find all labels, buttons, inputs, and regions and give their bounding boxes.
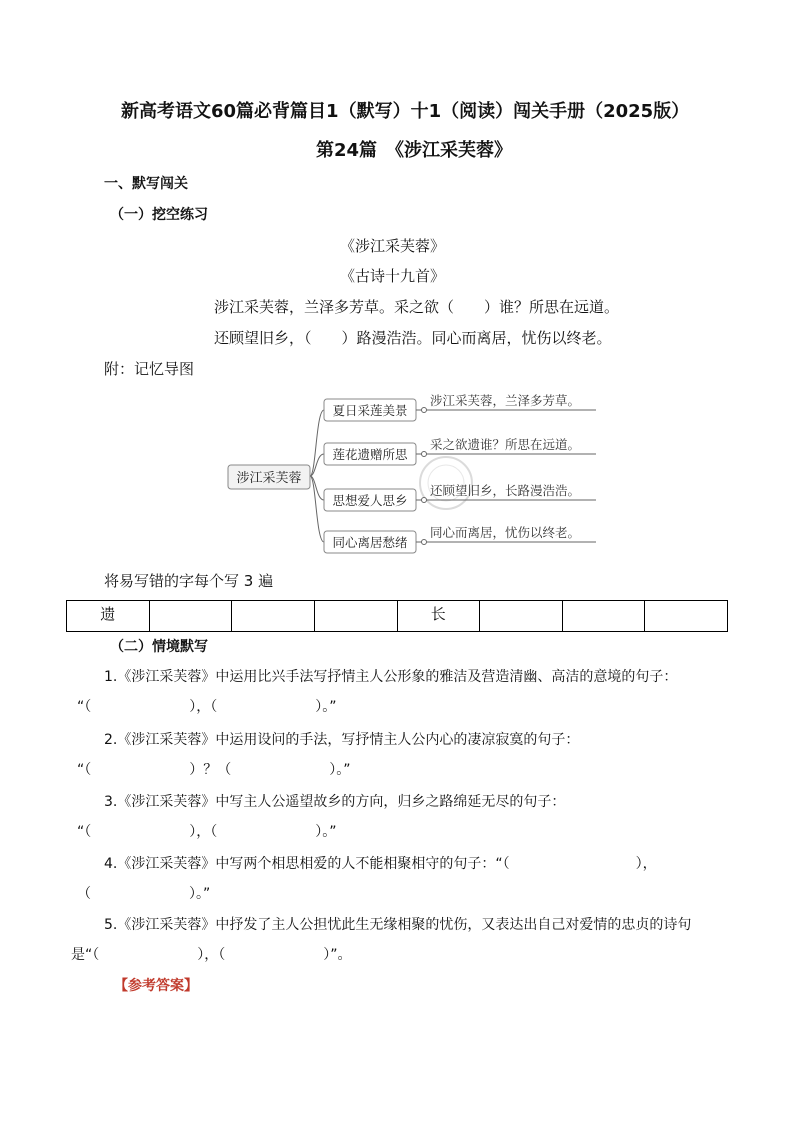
grid-cell[interactable]: 长: [397, 601, 480, 632]
grid-cell[interactable]: [314, 601, 397, 632]
question-text: 5.《涉江采芙蓉》中抒发了主人公担忧此生无缘相聚的忧伤，又表达出自己对爱情的忠贞的诗句: [104, 917, 692, 933]
grid-cell[interactable]: [232, 601, 315, 632]
grid-cell[interactable]: [149, 601, 232, 632]
leader-dot: [422, 408, 427, 413]
grid-cell[interactable]: [562, 601, 645, 632]
question-text: 2.《涉江采芙蓉》中运用设问的手法，写抒情主人公内心的凄凉寂寞的句子：: [104, 732, 580, 748]
subsection-heading: （二）情境默写: [110, 639, 208, 655]
copy-instruction: 将易写错的字每个写 3 遍: [104, 572, 274, 590]
writing-grid: [66, 600, 728, 632]
mindmap-line-text: 涉江采芙蓉，兰泽多芳草。: [430, 393, 581, 408]
poem-line: 涉江采芙蓉，兰泽多芳草。采之欲（ ）谁？所思在远道。: [214, 298, 620, 316]
mindmap-line-text: 还顾望旧乡，长路漫浩浩。: [430, 483, 581, 498]
leader-dot: [422, 498, 427, 503]
mindmap-branch: 同心离居愁绪: [332, 535, 408, 550]
poem-title: 《涉江采芙蓉》: [340, 237, 446, 255]
connector-line: [310, 410, 324, 476]
question-text: 4.《涉江采芙蓉》中写两个相思相爱的人不能相聚相守的句子：“（ ），: [104, 856, 657, 872]
grid-cell[interactable]: 遗: [67, 601, 150, 632]
poem-source: 《古诗十九首》: [340, 267, 446, 285]
grid-cell[interactable]: [480, 601, 563, 632]
document-title: 新高考语文60篇必背篇目1（默写）十1（阅读）闯关手册（2025版）: [121, 101, 690, 122]
mind-map: [224, 388, 604, 556]
mindmap-line-text: 同心而离居，忧伤以终老。: [430, 525, 581, 540]
mindmap-branch: 夏日采莲美景: [332, 403, 408, 418]
connector-line: [310, 476, 324, 542]
leader-dot: [422, 452, 427, 457]
answer-blank[interactable]: （ ）。”: [77, 886, 211, 902]
leader-dot: [422, 540, 427, 545]
question-text: 1.《涉江采芙蓉》中运用比兴手法写抒情主人公形象的雅洁及营造清幽、高洁的意境的句子：: [104, 669, 678, 685]
mindmap-branch: 思想爱人思乡: [332, 493, 408, 508]
appendix-label: 附：记忆导图: [104, 360, 195, 378]
answer-blank[interactable]: “（ ），（ ）。”: [77, 699, 337, 715]
grid-cell[interactable]: [645, 601, 728, 632]
answer-blank[interactable]: “（ ），（ ）。”: [77, 824, 337, 840]
answer-blank[interactable]: 是“（ ），（ ）”。: [71, 947, 352, 963]
subsection-heading: （一）挖空练习: [110, 207, 208, 223]
answer-key-label: 【参考答案】: [114, 978, 198, 994]
section-heading: 一、默写闯关: [104, 176, 188, 192]
question-text: 3.《涉江采芙蓉》中写主人公遥望故乡的方向，归乡之路绵延无尽的句子：: [104, 794, 566, 810]
answer-blank[interactable]: “（ ）？（ ）。”: [77, 762, 351, 778]
mindmap-branch: 莲花遗赠所思: [332, 447, 408, 462]
mindmap-line-text: 采之欲遗谁？所思在远道。: [430, 437, 581, 452]
mindmap-root: 涉江采芙蓉: [236, 471, 302, 486]
document-subtitle: 第24篇 《涉江采芙蓉》: [316, 140, 513, 161]
poem-line: 还顾望旧乡，（ ）路漫浩浩。同心而离居，忧伤以终老。: [214, 329, 612, 347]
